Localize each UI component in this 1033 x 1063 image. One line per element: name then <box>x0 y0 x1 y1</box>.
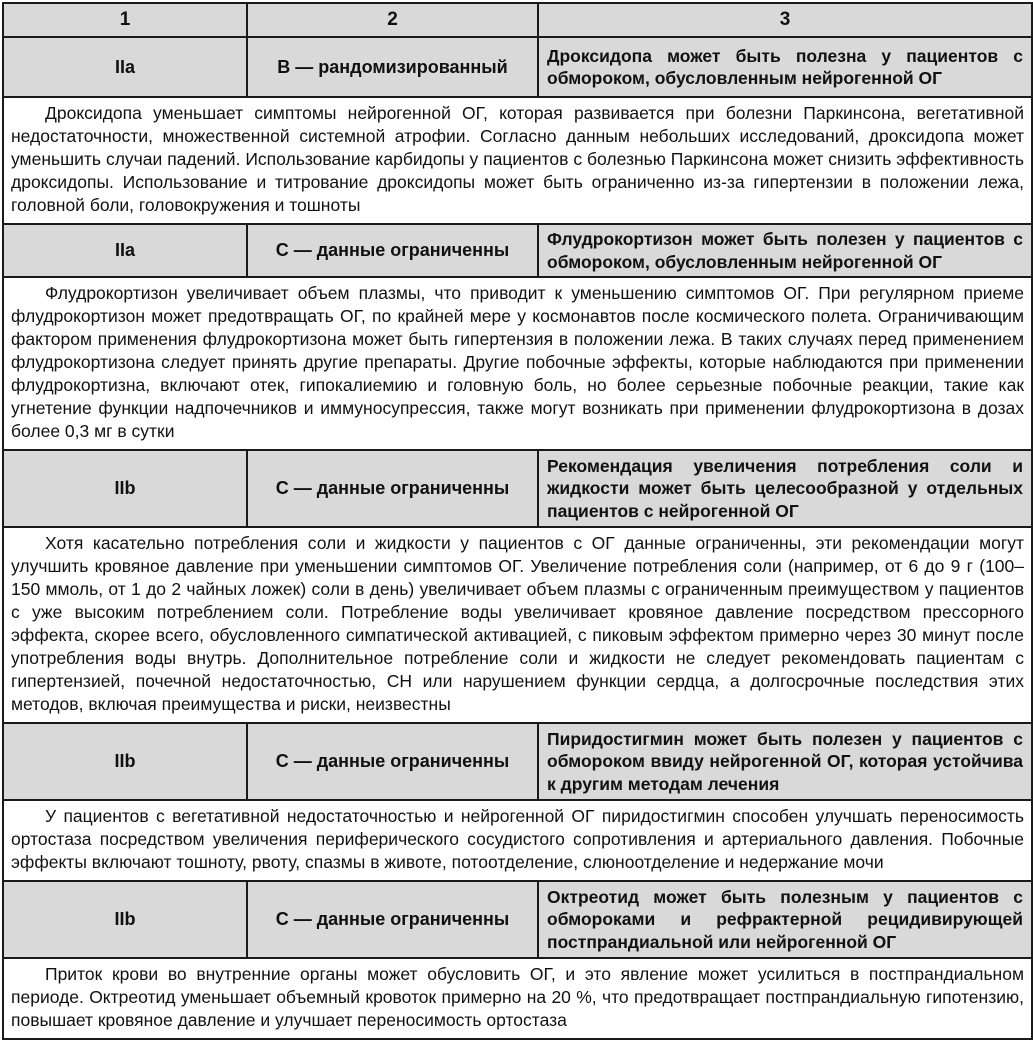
recommendation-class: IIa <box>3 37 247 97</box>
recommendation-statement: Рекомендация увеличения потребления соли и жидкости может быть целесообразной у отдельных пациентов с нейрогенной ОГ <box>538 450 1032 527</box>
recommendation-statement: Октреотид может быть полезным у пациентов с обмороками и рефрактерной рецидивирующей постпрандиальной или нейрогенной ОГ <box>538 881 1032 958</box>
recommendation-statement: Дроксидопа может быть полезна у пациентов с обмороком, обусловленным нейрогенной ОГ <box>538 37 1032 97</box>
evidence-level: С — данные ограниченны <box>247 723 538 800</box>
recommendation-comment: Флудрокортизон увеличивает объем плазмы, что приводит к уменьшению симптомов ОГ. При регулярном приеме флудрокортизон может предотвращать ОГ, по крайней мере у космонавтов после космического полета. Ограничивающим фактором применения флудрокортизона может быть гипертензия в положении лежа. В таких случаях перед применением флудрокортизона следует принять другие препараты. Другие побочные эффекты, которые наблюдаются при применении флудрокортизна, включают отек, гипокалиемию и головную боль, но более серьезные побочные реакции, такие как угнетение функции надпочечников и иммуносупрессия, также могут возникать при применении флудрокортизона в дозах более 0,3 мг в сутки <box>3 277 1032 450</box>
evidence-level: С — данные ограниченны <box>247 450 538 527</box>
comment-row <box>3 958 1032 1039</box>
recommendation-class: IIa <box>3 224 247 277</box>
recommendation-row <box>3 450 1032 527</box>
recommendation-row <box>3 881 1032 958</box>
recommendation-row <box>3 224 1032 277</box>
comment-row <box>3 527 1032 723</box>
recommendation-statement: Пиридостигмин может быть полезен у пациентов с обмороком ввиду нейрогенной ОГ, которая устойчива к другим методам лечения <box>538 723 1032 800</box>
header-row <box>3 3 1032 37</box>
recommendations-table <box>2 2 1033 1040</box>
comment-row <box>3 97 1032 224</box>
recommendation-row <box>3 723 1032 800</box>
evidence-level: С — данные ограниченны <box>247 881 538 958</box>
recommendation-comment: Дроксидопа уменьшает симптомы нейрогенной ОГ, которая развивается при болезни Паркинсона, вегетативной недостаточности, множественной системной атрофии. Согласно данным небольших исследований, дроксидопа может уменьшить случаи падений. Использование карбидопы у пациентов с болезнью Паркинсона может снизить эффективность дроксидопы. Использование и титрование дроксидопы может быть ограниченно из-за гипертензии в положении лежа, головной боли, головокружения и тошноты <box>3 97 1032 224</box>
recommendations-table-page <box>2 2 1031 1040</box>
recommendation-statement: Флудрокортизон может быть полезен у пациентов с обмороком, обусловленным нейрогенной ОГ <box>538 224 1032 277</box>
recommendation-class: IIb <box>3 450 247 527</box>
recommendation-row <box>3 37 1032 97</box>
recommendation-class: IIb <box>3 881 247 958</box>
comment-row <box>3 277 1032 450</box>
column-header-1: 1 <box>3 3 247 37</box>
comment-row <box>3 800 1032 881</box>
evidence-level: В — рандомизированный <box>247 37 538 97</box>
recommendation-comment: У пациентов с вегетативной недостаточностью и нейрогенной ОГ пиридостигмин способен улучшать переносимость ортостаза посредством увеличения периферического сосудистого сопротивления и артериального давления. Побочные эффекты включают тошноту, рвоту, спазмы в животе, потоотделение, слюноотделение и недержание мочи <box>3 800 1032 881</box>
recommendation-class: IIb <box>3 723 247 800</box>
recommendation-comment: Приток крови во внутренние органы может обусловить ОГ, и это явление может усилиться в постпрандиальном периоде. Октреотид уменьшает объемный кровоток примерно на 20 %, что предотвращает постпрандиальную гипотензию, повышает кровяное давление и улучшает переносимость ортостаза <box>3 958 1032 1039</box>
evidence-level: С — данные ограниченны <box>247 224 538 277</box>
column-header-3: 3 <box>538 3 1032 37</box>
column-header-2: 2 <box>247 3 538 37</box>
recommendation-comment: Хотя касательно потребления соли и жидкости у пациентов с ОГ данные ограниченны, эти рекомендации могут улучшить кровяное давление при уменьшении симптомов ОГ. Увеличение потребления соли (например, от 6 до 9 г (100–150 ммоль, от 1 до 2 чайных ложек) соли в день) увеличивает объем плазмы с ограниченным преимуществом у пациентов с уже высоким потреблением соли. Потребление воды увеличивает кровяное давление посредством прессорного эффекта, скорее всего, обусловленного симпатической активацией, с пиковым эффектом примерно через 30 минут после употребления воды внутрь. Дополнительное потребление соли и жидкости не следует рекомендовать пациентам с гипертензией, почечной недостаточностью, СН или нарушением функции сердца, а долгосрочные последствия этих методов, включая преимущества и риски, неизвестны <box>3 527 1032 723</box>
